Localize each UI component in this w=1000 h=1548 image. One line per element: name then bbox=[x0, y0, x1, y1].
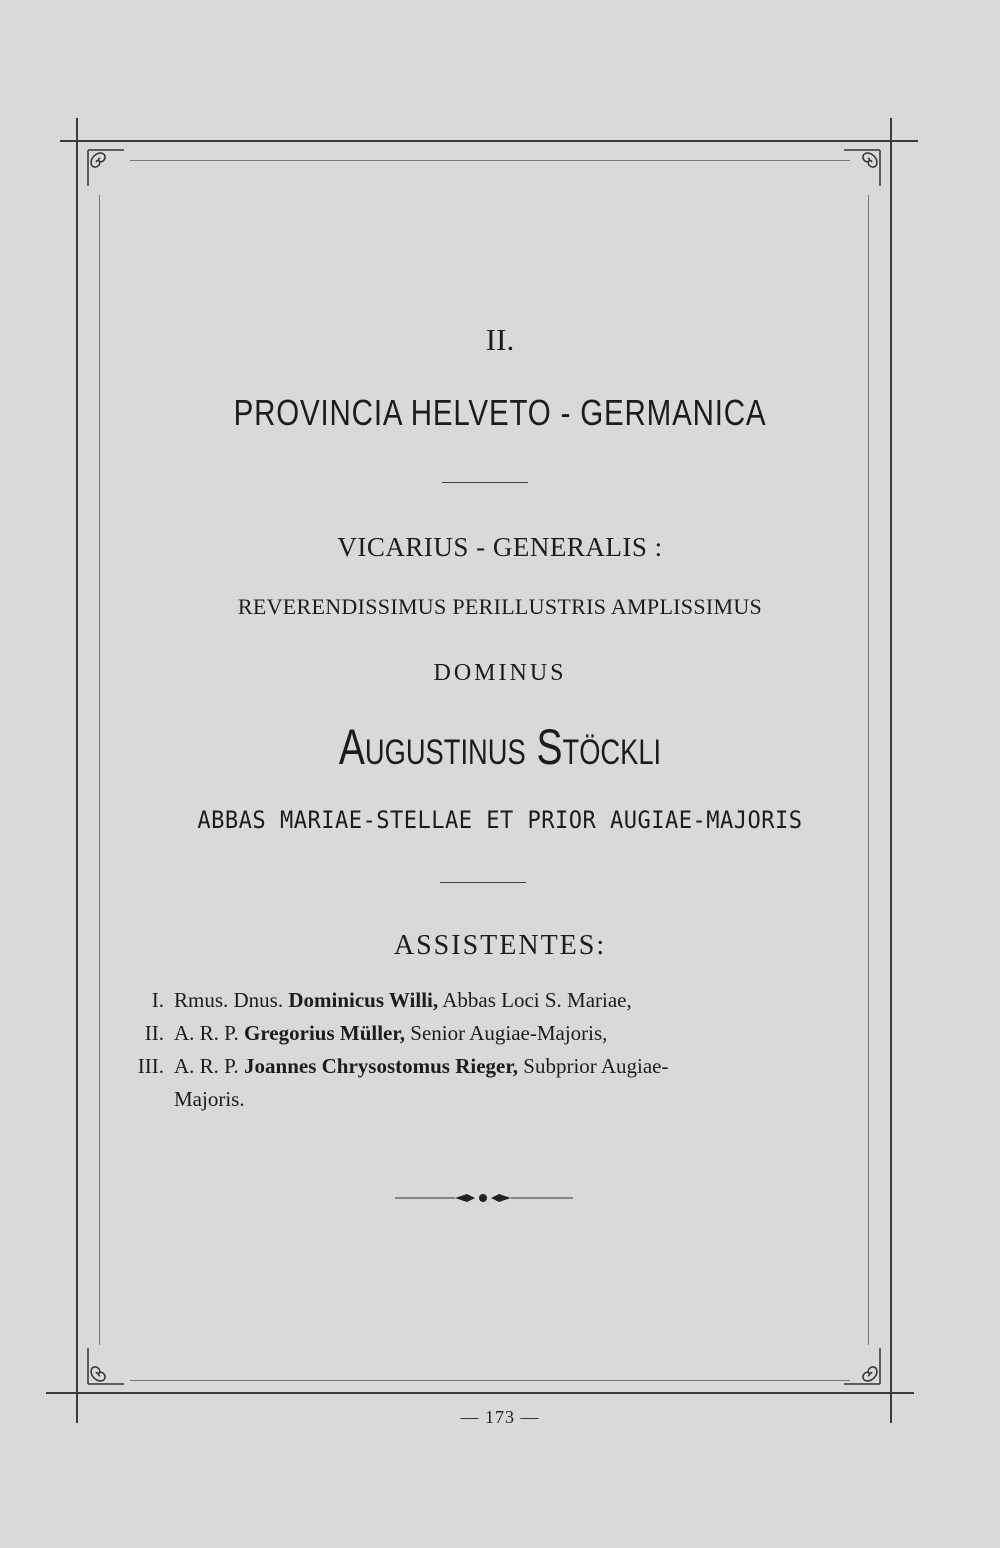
item-role: Subprior Augiae- bbox=[523, 1054, 669, 1078]
item-number: III. bbox=[137, 1054, 164, 1078]
frame-top-inner bbox=[130, 160, 850, 161]
frame-right-outer bbox=[890, 118, 892, 1423]
frame-left-inner bbox=[99, 195, 100, 1345]
list-item bbox=[100, 1050, 840, 1083]
vicar-dominus: DOMINUS bbox=[433, 660, 567, 686]
item-name: Dominicus Willi, bbox=[288, 988, 439, 1012]
frame-bottom-inner bbox=[130, 1380, 850, 1381]
frame-left-outer bbox=[76, 118, 78, 1423]
corner-scroll-icon bbox=[84, 1342, 130, 1388]
item-role: Abbas Loci S. Mariae, bbox=[442, 988, 632, 1012]
frame-top-outer bbox=[60, 140, 918, 142]
assistants-list bbox=[100, 984, 840, 1116]
item-name: Gregorius Müller, bbox=[244, 1021, 406, 1045]
section-numeral: II. bbox=[485, 322, 515, 357]
divider-line bbox=[442, 482, 528, 483]
divider-scroll-icon bbox=[395, 1188, 573, 1208]
item-number: I. bbox=[151, 988, 164, 1012]
item-prefix: A. R. P. bbox=[174, 1021, 239, 1045]
province-title: PROVINCIA HELVETO - GERMANICA bbox=[233, 392, 767, 433]
vicar-office: ABBAS MARIAE-STELLAE ET PRIOR AUGIAE-MAJORIS bbox=[197, 806, 803, 834]
corner-scroll-icon bbox=[838, 146, 884, 192]
frame-bottom-outer bbox=[46, 1392, 914, 1394]
corner-scroll-icon bbox=[84, 146, 130, 192]
list-item bbox=[100, 1017, 840, 1050]
vicar-title: VICARIUS - GENERALIS : bbox=[337, 532, 663, 562]
item-role: Senior Augiae-Majoris, bbox=[410, 1021, 608, 1045]
list-item bbox=[100, 984, 840, 1017]
item-prefix: A. R. P. bbox=[174, 1054, 239, 1078]
corner-scroll-icon bbox=[838, 1342, 884, 1388]
item-prefix: Rmus. Dnus. bbox=[174, 988, 284, 1012]
assistants-title: ASSISTENTES: bbox=[393, 930, 607, 961]
item-name: Joannes Chrysostomus Rieger, bbox=[244, 1054, 519, 1078]
divider-line bbox=[440, 882, 526, 883]
item-number: II. bbox=[144, 1021, 164, 1045]
vicar-honorifics: REVERENDISSIMUS PERILLUSTRIS AMPLISSIMUS bbox=[237, 594, 763, 619]
item-continuation: Majoris. bbox=[174, 1087, 245, 1111]
vicar-name: Augustinus Stöckli bbox=[338, 719, 662, 775]
page-number: — 173 — bbox=[460, 1407, 540, 1427]
